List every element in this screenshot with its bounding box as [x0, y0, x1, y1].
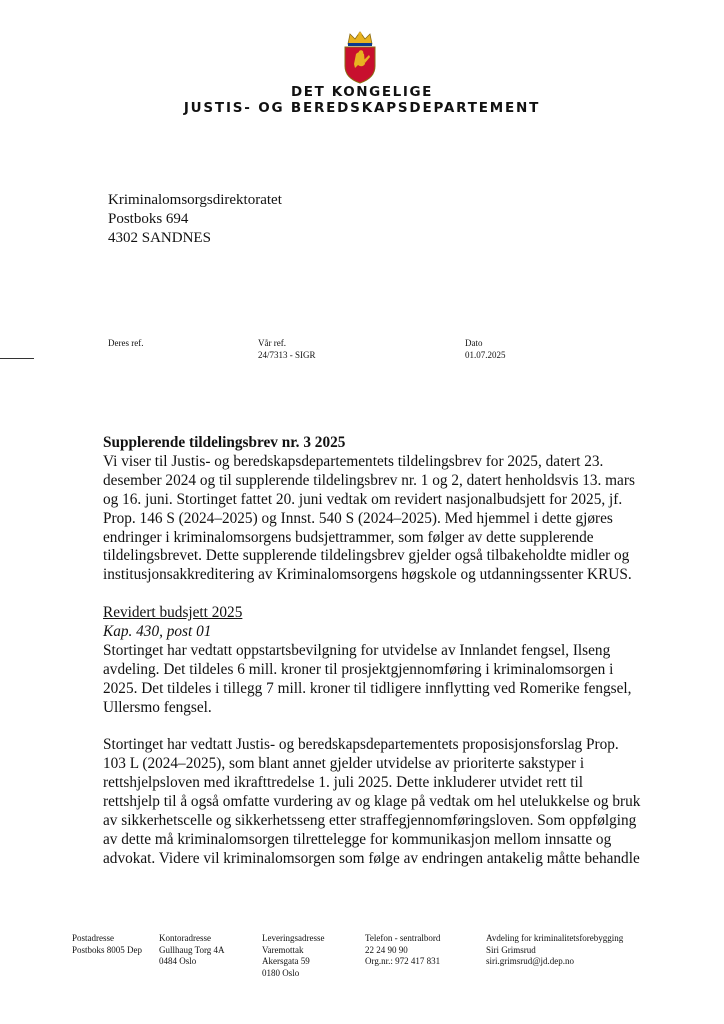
- date-label: Dato: [465, 338, 483, 348]
- intro-line: Prop. 146 S (2024–2025) og Innst. 540 S (2024–2025). Med hjemmel i dette gjøres: [103, 509, 613, 527]
- footer-value: 22 24 90 90: [365, 944, 408, 955]
- footer-value: Gullhaug Torg 4A: [159, 944, 225, 955]
- paragraph-line: av dette må kriminalomsorgen tilrettelegge for kommunikasjon mellom innsatte og: [103, 831, 612, 848]
- footer-avdeling: [486, 933, 623, 968]
- footer-value: Varemottak: [262, 944, 304, 955]
- fold-mark: [0, 358, 34, 359]
- intro-line: endringer i kriminalomsorgens budsjettrammer, som følger av dette supplerende: [103, 528, 594, 546]
- reference-var: [258, 337, 316, 361]
- intro-line: og 16. juni. Stortinget fattet 20. juni vedtak om revidert nasjonalbudsjett for 2025, jf.: [103, 490, 623, 508]
- intro-line: desember 2024 og til supplerende tildelingsbrev nr. 1 og 2, datert henholdsvis 13. mars: [103, 471, 635, 489]
- footer-label: Kontoradresse: [159, 933, 211, 943]
- recipient-postbox: Postboks 694: [108, 211, 189, 227]
- paragraph-line: avdeling. Det tildeles 6 mill. kroner til prosjektgjennomføring i kriminalomsorgen i: [103, 660, 614, 678]
- footer-kontoradresse: [159, 933, 225, 968]
- paragraph-line: rettshjelp til å også omfatte vurdering av og klage på vedtak om hel utelukkelse og bruk: [103, 793, 641, 811]
- section-heading: Revidert budsjett 2025: [103, 604, 243, 622]
- paragraph-line: av sikkerhetscelle og sikkerhetsseng etter straffegjennomføringsloven. Som oppfølging: [103, 812, 637, 830]
- footer-value: Siri Grimsrud: [486, 944, 536, 955]
- footer-label: Telefon - sentralbord: [365, 933, 441, 943]
- ministry-name-line1: DET KONGELIGE: [291, 84, 433, 100]
- var-ref-label: Vår ref.: [258, 338, 286, 348]
- recipient-name: Kriminalomsorgsdirektoratet: [108, 192, 282, 208]
- ministry-name-line2: JUSTIS- OG BEREDSKAPSDEPARTEMENT: [183, 100, 541, 116]
- footer-value: Akersgata 59: [262, 956, 310, 966]
- paragraph-line: rettshjelpsloven med ikrafttredelse 1. juli 2025. Dette inkluderer utvidet rett til: [103, 774, 584, 792]
- paragraph-1: [103, 642, 663, 718]
- footer-email: siri.grimsrud@jd.dep.no: [486, 956, 575, 966]
- recipient-address: [108, 191, 282, 248]
- sub-heading: Kap. 430, post 01: [103, 623, 212, 641]
- paragraph-line: 2025. Det tildeles i tillegg 7 mill. kroner til tidligere innflytting ved Romerike fengsel,: [103, 679, 632, 697]
- paragraph-spacer: [103, 718, 663, 737]
- intro-line: tildelingsbrevet. Dette supplerende tildelingsbrev gjelder også tilbakeholdte midler og: [103, 547, 630, 565]
- intro-line: Vi viser til Justis- og beredskapsdepartementets tildelingsbrev for 2025, datert 23.: [103, 452, 604, 470]
- var-ref-value: 24/7313 - SIGR: [258, 350, 316, 360]
- paragraph-line: Ullersmo fengsel.: [103, 698, 212, 716]
- footer-value: Org.nr.: 972 417 831: [365, 956, 441, 966]
- intro-paragraph: [103, 453, 663, 585]
- norwegian-coat-of-arms-icon: [334, 30, 386, 84]
- recipient-postcode-city: 4302 SANDNES: [108, 230, 211, 246]
- paragraph-line: Stortinget har vedtatt Justis- og beredskapsdepartementets proposisjonsforslag Prop.: [103, 736, 619, 754]
- footer-value: 0484 Oslo: [159, 956, 197, 966]
- footer-label: Postadresse: [72, 933, 114, 943]
- paragraph-line: Stortinget har vedtatt oppstartsbevilgning for utvidelse av Innlandet fengsel, Ilseng: [103, 641, 611, 659]
- paragraph-2: [103, 736, 663, 868]
- deres-ref-label: Deres ref.: [108, 338, 144, 348]
- footer-label: Leveringsadresse: [262, 933, 325, 943]
- paragraph-line: 103 L (2024–2025), som blant annet gjelder utvidelse av prioriterte sakstyper i: [103, 755, 585, 773]
- footer-leveringsadresse: [262, 933, 324, 979]
- paragraph-line: advokat. Videre vil kriminalomsorgen som følge av endringen antakelig måtte behandle: [103, 849, 640, 867]
- footer-value: 0180 Oslo: [262, 967, 300, 978]
- reference-deres: [108, 337, 143, 349]
- footer-label: Avdeling for kriminalitetsforebygging: [486, 933, 624, 943]
- reference-date: [465, 337, 506, 361]
- intro-line: institusjonsakkreditering av Kriminalomsorgens høgskole og utdanningssenter KRUS.: [103, 566, 632, 584]
- footer-value: Postboks 8005 Dep: [72, 944, 143, 955]
- footer-telefon: [365, 933, 440, 968]
- paragraph-spacer: [103, 585, 663, 604]
- letter-subject: Supplerende tildelingsbrev nr. 3 2025: [103, 434, 346, 451]
- footer-postadresse: [72, 933, 142, 956]
- letter-body: [103, 434, 663, 869]
- date-value: 01.07.2025: [465, 350, 506, 360]
